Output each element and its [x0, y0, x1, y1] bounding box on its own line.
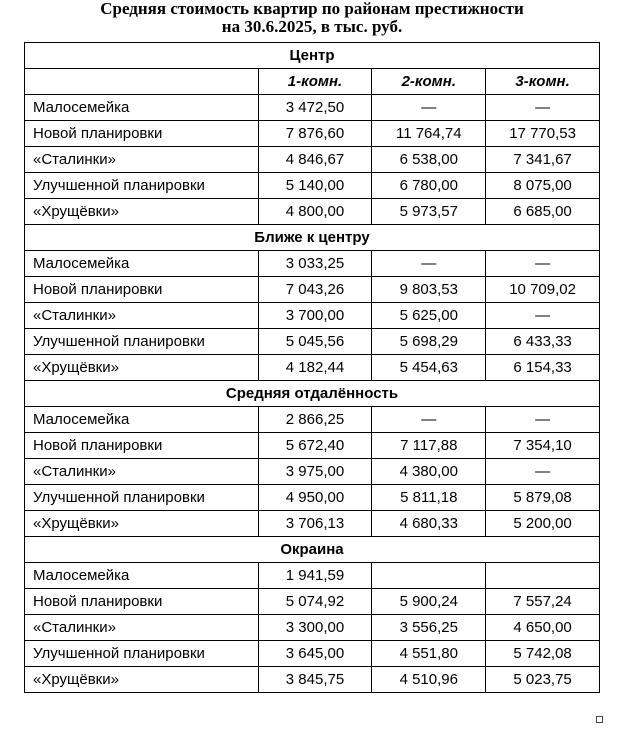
- price-1-room: 5 140,00: [258, 173, 372, 199]
- price-1-room: 3 706,13: [258, 511, 372, 537]
- price-1-room: 4 846,67: [258, 147, 372, 173]
- price-1-room: 3 845,75: [258, 667, 372, 693]
- price-2-room: 4 510,96: [372, 667, 486, 693]
- price-2-room: [372, 563, 486, 589]
- price-2-room: —: [372, 95, 486, 121]
- price-2-room: 11 764,74: [372, 121, 486, 147]
- price-table: [24, 42, 600, 693]
- table-row: [25, 485, 600, 511]
- table-row: [25, 667, 600, 693]
- table-row: [25, 563, 600, 589]
- price-3-room: 5 742,08: [486, 641, 600, 667]
- table-row: [25, 615, 600, 641]
- table-resize-handle[interactable]: [596, 716, 603, 723]
- table-row: [25, 459, 600, 485]
- apartment-type: Улучшенной планировки: [25, 329, 259, 355]
- table-row: [25, 329, 600, 355]
- section-title: Окраина: [25, 537, 600, 563]
- price-3-room: 5 200,00: [486, 511, 600, 537]
- column-header-3-room: 3-комн.: [486, 69, 600, 95]
- table-row: [25, 355, 600, 381]
- table-row: [25, 277, 600, 303]
- price-1-room: 7 043,26: [258, 277, 372, 303]
- table-row: [25, 303, 600, 329]
- section-header-row: [25, 381, 600, 407]
- price-3-room: 10 709,02: [486, 277, 600, 303]
- price-3-room: [486, 563, 600, 589]
- price-3-room: 7 341,67: [486, 147, 600, 173]
- price-1-room: 2 866,25: [258, 407, 372, 433]
- price-3-room: 5 023,75: [486, 667, 600, 693]
- price-3-room: 4 650,00: [486, 615, 600, 641]
- price-2-room: —: [372, 407, 486, 433]
- table-row: [25, 511, 600, 537]
- section-header-row: [25, 225, 600, 251]
- price-2-room: 5 454,63: [372, 355, 486, 381]
- table-row: [25, 641, 600, 667]
- table-row: [25, 251, 600, 277]
- apartment-type: «Сталинки»: [25, 615, 259, 641]
- table-row: [25, 407, 600, 433]
- price-3-room: 8 075,00: [486, 173, 600, 199]
- price-2-room: 5 625,00: [372, 303, 486, 329]
- section-title: Центр: [25, 43, 600, 69]
- table-row: [25, 589, 600, 615]
- table-row: [25, 199, 600, 225]
- table-row: [25, 173, 600, 199]
- price-2-room: 5 698,29: [372, 329, 486, 355]
- price-2-room: —: [372, 251, 486, 277]
- price-3-room: 7 557,24: [486, 589, 600, 615]
- price-2-room: 5 811,18: [372, 485, 486, 511]
- price-3-room: —: [486, 95, 600, 121]
- title-line-2: на 30.6.2025, в тыс. руб.: [221, 17, 403, 36]
- price-3-room: —: [486, 303, 600, 329]
- price-2-room: 4 380,00: [372, 459, 486, 485]
- column-header-empty: [25, 69, 259, 95]
- price-3-room: 6 154,33: [486, 355, 600, 381]
- document-title: [0, 0, 624, 36]
- apartment-type: Новой планировки: [25, 121, 259, 147]
- price-3-room: 6 685,00: [486, 199, 600, 225]
- price-1-room: 5 672,40: [258, 433, 372, 459]
- price-1-room: 3 975,00: [258, 459, 372, 485]
- apartment-type: «Сталинки»: [25, 147, 259, 173]
- apartment-type: «Хрущёвки»: [25, 199, 259, 225]
- title-line-1: Средняя стоимость квартир по районам престижности: [100, 0, 524, 18]
- apartment-type: Новой планировки: [25, 589, 259, 615]
- price-1-room: 3 472,50: [258, 95, 372, 121]
- column-header-row: [25, 69, 600, 95]
- section-header-row: [25, 43, 600, 69]
- apartment-type: Малосемейка: [25, 407, 259, 433]
- apartment-type: Улучшенной планировки: [25, 641, 259, 667]
- apartment-type: «Сталинки»: [25, 459, 259, 485]
- section-header-row: [25, 537, 600, 563]
- price-1-room: 4 950,00: [258, 485, 372, 511]
- column-header-1-room: 1-комн.: [258, 69, 372, 95]
- apartment-type: «Хрущёвки»: [25, 511, 259, 537]
- price-2-room: 3 556,25: [372, 615, 486, 641]
- table-row: [25, 95, 600, 121]
- apartment-type: Новой планировки: [25, 433, 259, 459]
- apartment-type: Улучшенной планировки: [25, 485, 259, 511]
- apartment-type: «Хрущёвки»: [25, 667, 259, 693]
- price-1-room: 3 033,25: [258, 251, 372, 277]
- price-1-room: 5 074,92: [258, 589, 372, 615]
- price-2-room: 9 803,53: [372, 277, 486, 303]
- price-3-room: 6 433,33: [486, 329, 600, 355]
- apartment-type: «Хрущёвки»: [25, 355, 259, 381]
- apartment-type: «Сталинки»: [25, 303, 259, 329]
- price-2-room: 7 117,88: [372, 433, 486, 459]
- price-1-room: 3 700,00: [258, 303, 372, 329]
- section-title: Средняя отдалённость: [25, 381, 600, 407]
- price-2-room: 4 680,33: [372, 511, 486, 537]
- section-title: Ближе к центру: [25, 225, 600, 251]
- price-1-room: 1 941,59: [258, 563, 372, 589]
- apartment-type: Улучшенной планировки: [25, 173, 259, 199]
- price-1-room: 5 045,56: [258, 329, 372, 355]
- price-3-room: —: [486, 251, 600, 277]
- apartment-type: Новой планировки: [25, 277, 259, 303]
- price-3-room: —: [486, 407, 600, 433]
- apartment-type: Малосемейка: [25, 251, 259, 277]
- table-row: [25, 121, 600, 147]
- price-1-room: 3 300,00: [258, 615, 372, 641]
- price-3-room: 17 770,53: [486, 121, 600, 147]
- price-3-room: 7 354,10: [486, 433, 600, 459]
- apartment-type: Малосемейка: [25, 563, 259, 589]
- price-1-room: 4 800,00: [258, 199, 372, 225]
- price-2-room: 4 551,80: [372, 641, 486, 667]
- price-3-room: 5 879,08: [486, 485, 600, 511]
- price-2-room: 5 973,57: [372, 199, 486, 225]
- price-1-room: 7 876,60: [258, 121, 372, 147]
- table-row: [25, 147, 600, 173]
- column-header-2-room: 2-комн.: [372, 69, 486, 95]
- price-2-room: 5 900,24: [372, 589, 486, 615]
- table-row: [25, 433, 600, 459]
- price-3-room: —: [486, 459, 600, 485]
- apartment-type: Малосемейка: [25, 95, 259, 121]
- price-1-room: 3 645,00: [258, 641, 372, 667]
- price-2-room: 6 538,00: [372, 147, 486, 173]
- price-2-room: 6 780,00: [372, 173, 486, 199]
- price-1-room: 4 182,44: [258, 355, 372, 381]
